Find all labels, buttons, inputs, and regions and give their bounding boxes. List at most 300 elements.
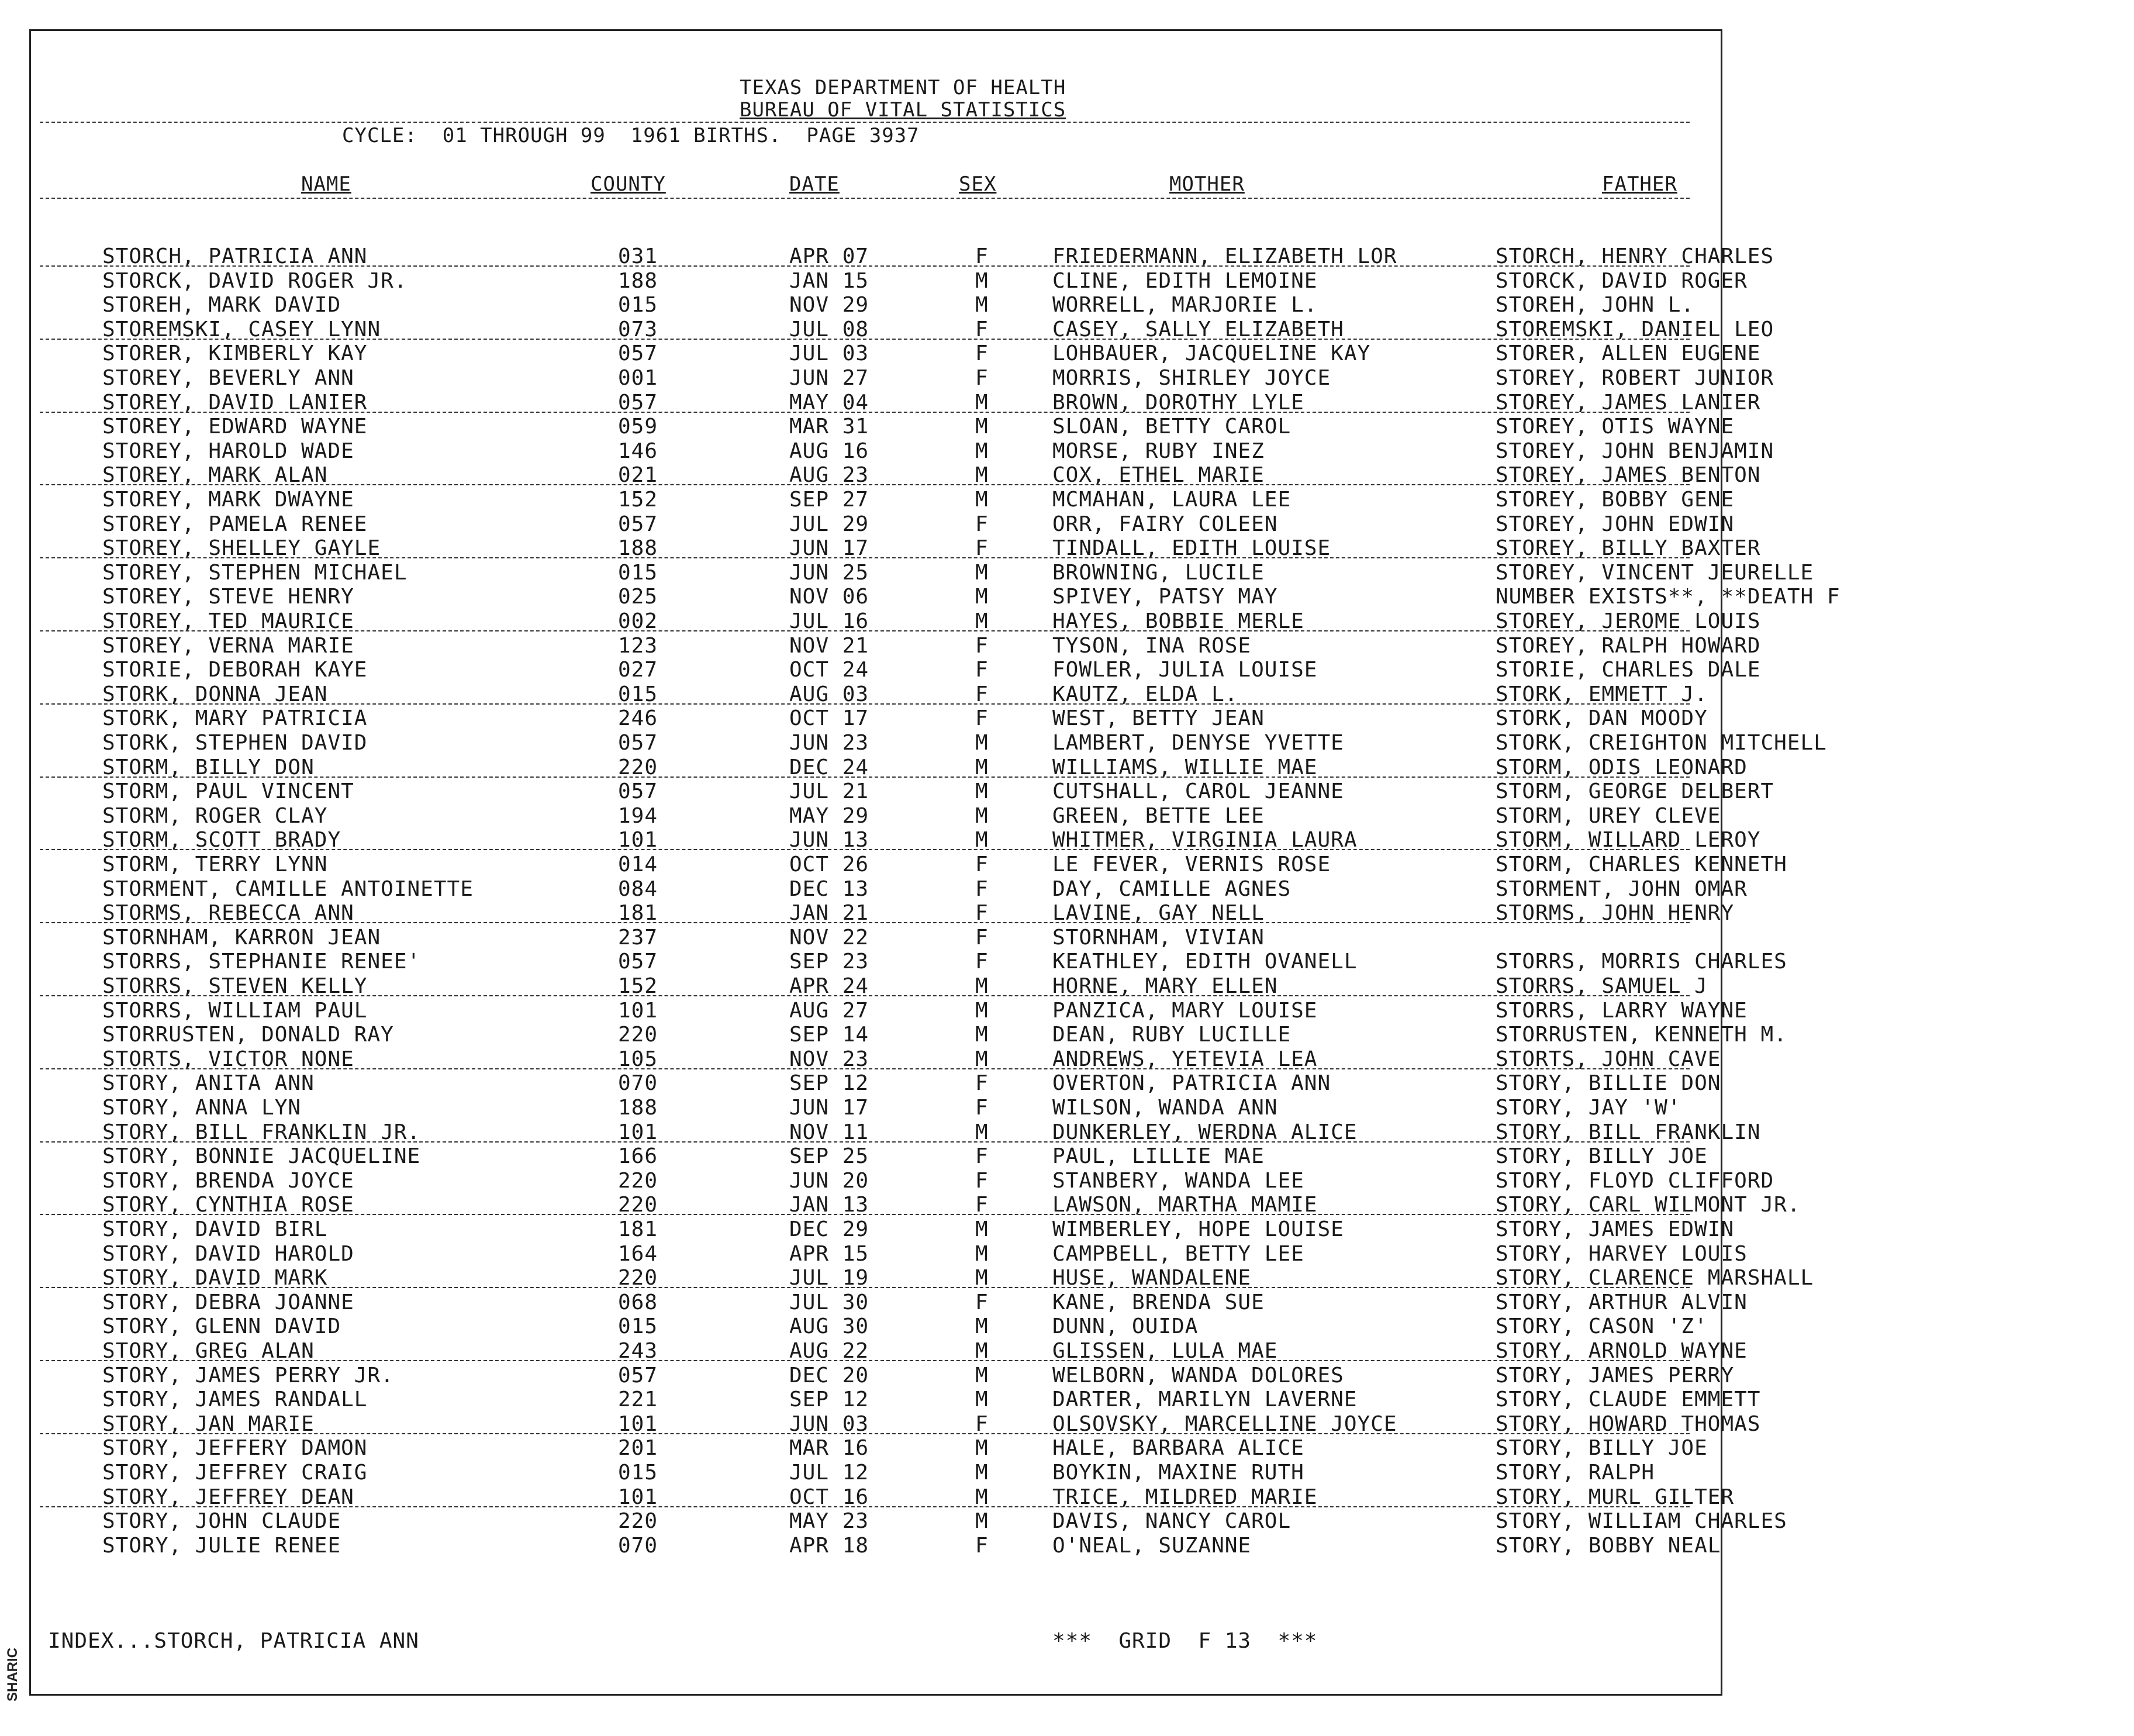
cell-mother: TINDALL, EDITH LOUISE [1052, 536, 1331, 561]
cell-sex: M [975, 488, 989, 512]
cell-mother: SPIVEY, PATSY MAY [1052, 585, 1278, 609]
cell-county: 015 [618, 1314, 658, 1339]
table-row [0, 1509, 1787, 1534]
cell-county: 188 [618, 536, 658, 561]
cell-county: 101 [618, 1120, 658, 1144]
cell-county: 220 [618, 1193, 658, 1217]
cell-name: STORNHAM, KARRON JEAN [102, 925, 381, 950]
header-rule [40, 122, 1690, 123]
cell-father: STORY, ARTHUR ALVIN [1496, 1290, 1748, 1314]
cell-name: STORK, STEPHEN DAVID [102, 731, 368, 755]
cell-father: STORMS, JOHN HENRY [1496, 901, 1735, 926]
table-row [0, 268, 1748, 294]
cell-sex: M [975, 1388, 989, 1412]
cell-date: DEC 29 [789, 1217, 869, 1241]
cell-sex: M [975, 828, 989, 853]
cell-county: 025 [618, 585, 658, 609]
cell-county: 220 [618, 1168, 658, 1193]
cell-mother: HALE, BARBARA ALICE [1052, 1436, 1304, 1461]
table-row [0, 1388, 1761, 1412]
table-row [0, 1436, 1708, 1461]
cell-date: SEP 14 [789, 1023, 869, 1047]
cell-sex: F [975, 950, 989, 974]
cell-date: APR 24 [789, 974, 869, 998]
cell-name: STORY, JAN MARIE [102, 1411, 315, 1436]
table-row [0, 1533, 1721, 1558]
cell-county: 073 [618, 317, 658, 341]
cell-date: APR 18 [789, 1533, 869, 1558]
row-rule [40, 265, 1690, 267]
column-header-name: NAME [301, 172, 351, 196]
cell-date: JUN 23 [789, 731, 869, 755]
table-row [0, 1363, 1735, 1388]
cell-date: APR 15 [789, 1241, 869, 1266]
row-rule [40, 557, 1690, 558]
cell-date: JUL 29 [789, 512, 869, 536]
cell-sex: F [975, 1193, 989, 1217]
cell-sex: M [975, 560, 989, 585]
cell-county: 070 [618, 1071, 658, 1096]
cell-mother: MORSE, RUBY INEZ [1052, 439, 1265, 463]
row-rule [40, 849, 1690, 850]
cell-father: STORM, ODIS LEONARD [1496, 755, 1748, 779]
cell-mother: KAUTZ, ELDA L. [1052, 682, 1238, 706]
cell-mother: BROWNING, LUCILE [1052, 560, 1265, 585]
cycle-line: CYCLE: 01 THROUGH 99 1961 BIRTHS. PAGE 3937 [342, 124, 920, 147]
cell-name: STOREMSKI, CASEY LYNN [102, 317, 381, 341]
cell-county: 084 [618, 876, 658, 901]
cell-mother: HUSE, WANDALENE [1052, 1266, 1252, 1290]
cell-date: JUL 19 [789, 1266, 869, 1290]
cell-sex: M [975, 439, 989, 463]
cell-father: STORY, BILLY JOE [1496, 1436, 1708, 1461]
cell-date: JAN 13 [789, 1193, 869, 1217]
cell-father: STORCK, DAVID ROGER [1496, 268, 1748, 293]
cell-sex: M [975, 1485, 989, 1509]
cell-county: 146 [618, 439, 658, 463]
cell-name: STOREY, MARK ALAN [102, 463, 328, 488]
cell-county: 059 [618, 415, 658, 439]
cell-father: NUMBER EXISTS**, **DEATH F [1496, 585, 1841, 609]
cell-name: STORY, JOHN CLAUDE [102, 1509, 341, 1534]
cell-mother: CUTSHALL, CAROL JEANNE [1052, 779, 1344, 804]
row-rule [40, 995, 1690, 996]
cell-name: STORCH, PATRICIA ANN [102, 244, 368, 268]
cell-date: JUN 20 [789, 1168, 869, 1193]
cell-name: STOREY, DAVID LANIER [102, 390, 368, 415]
row-rule [40, 1506, 1690, 1507]
row-rule [40, 776, 1690, 778]
cell-father: STORCH, HENRY CHARLES [1496, 244, 1774, 268]
cell-date: DEC 13 [789, 876, 869, 901]
table-row [0, 488, 1735, 512]
cell-sex: F [975, 341, 989, 366]
cell-date: AUG 23 [789, 463, 869, 488]
cell-county: 105 [618, 1047, 658, 1071]
column-header-county: COUNTY [591, 172, 666, 196]
cell-county: 002 [618, 609, 658, 633]
cell-sex: F [975, 1533, 989, 1558]
cell-county: 015 [618, 682, 658, 706]
cell-date: MAY 23 [789, 1509, 869, 1534]
cell-sex: M [975, 803, 989, 828]
table-row [0, 1168, 1774, 1193]
row-rule [40, 339, 1690, 340]
table-row [0, 853, 1787, 877]
cell-date: AUG 27 [789, 998, 869, 1023]
cell-name: STORM, PAUL VINCENT [102, 779, 354, 804]
cell-date: NOV 23 [789, 1047, 869, 1071]
cell-name: STOREH, MARK DAVID [102, 293, 341, 317]
cell-sex: M [975, 1363, 989, 1388]
cell-mother: WEST, BETTY JEAN [1052, 706, 1265, 731]
cell-sex: F [975, 853, 989, 876]
cell-name: STORM, BILLY DON [102, 755, 315, 779]
cell-mother: DAY, CAMILLE AGNES [1052, 876, 1292, 901]
cell-mother: SLOAN, BETTY CAROL [1052, 415, 1292, 439]
report-title: TEXAS DEPARTMENT OF HEALTH [740, 76, 1066, 99]
cell-county: 101 [618, 1411, 658, 1436]
cell-county: 188 [618, 268, 658, 293]
cell-name: STORY, BILL FRANKLIN JR. [102, 1120, 421, 1144]
cell-father: STOREY, BILLY BAXTER [1496, 536, 1761, 561]
cell-name: STOREY, SHELLEY GAYLE [102, 536, 381, 561]
cell-father: STORM, WILLARD LEROY [1496, 828, 1761, 853]
table-row [0, 1314, 1708, 1339]
row-rule [40, 484, 1690, 485]
cell-mother: MORRIS, SHIRLEY JOYCE [1052, 366, 1331, 390]
table-row [0, 366, 1774, 391]
cell-father: STOREMSKI, DANIEL LEO [1496, 317, 1774, 341]
table-row [0, 926, 1690, 950]
cell-name: STORY, JEFFREY CRAIG [102, 1461, 368, 1485]
cell-name: STOREY, STEPHEN MICHAEL [102, 560, 408, 585]
cell-date: JUN 13 [789, 828, 869, 853]
cell-name: STORY, JAMES PERRY JR. [102, 1363, 394, 1388]
table-row [0, 1217, 1735, 1242]
cell-name: STORY, DEBRA JOANNE [102, 1290, 354, 1314]
cell-sex: M [975, 1266, 989, 1290]
cell-county: 152 [618, 488, 658, 512]
cell-county: 152 [618, 974, 658, 998]
cell-county: 237 [618, 925, 658, 950]
cell-date: SEP 25 [789, 1144, 869, 1169]
cell-name: STOREY, PAMELA RENEE [102, 512, 368, 536]
cell-date: NOV 06 [789, 585, 869, 609]
cell-sex: F [975, 1071, 989, 1096]
table-row [0, 1241, 1748, 1266]
cell-father: STORY, ARNOLD WAYNE [1496, 1339, 1748, 1363]
cell-father: STORTS, JOHN CAVE [1496, 1047, 1721, 1071]
cell-mother: WIMBERLEY, HOPE LOUISE [1052, 1217, 1344, 1241]
table-row [0, 1290, 1748, 1315]
cell-father: STORMENT, JOHN OMAR [1496, 876, 1748, 901]
cell-father: STORY, JAY 'W' [1496, 1096, 1681, 1120]
cell-county: 001 [618, 366, 658, 390]
cell-father: STORK, CREIGHTON MITCHELL [1496, 731, 1827, 755]
cell-father: STOREY, JOHN BENJAMIN [1496, 439, 1774, 463]
cell-county: 181 [618, 901, 658, 926]
row-rule [40, 412, 1690, 413]
cell-sex: F [975, 682, 989, 706]
cell-mother: BOYKIN, MAXINE RUTH [1052, 1461, 1304, 1485]
cell-date: JAN 21 [789, 901, 869, 926]
cell-sex: M [975, 1217, 989, 1241]
cell-date: OCT 16 [789, 1485, 869, 1509]
cell-father: STORY, MURL GILTER [1496, 1485, 1735, 1509]
cell-mother: WELBORN, WANDA DOLORES [1052, 1363, 1344, 1388]
cell-name: STORY, BONNIE JACQUELINE [102, 1144, 421, 1169]
cell-sex: M [975, 1436, 989, 1461]
cell-date: AUG 16 [789, 439, 869, 463]
cell-name: STORMENT, CAMILLE ANTOINETTE [102, 876, 474, 901]
cell-sex: F [975, 1168, 989, 1193]
cell-mother: DARTER, MARILYN LAVERNE [1052, 1388, 1358, 1412]
cell-date: JUL 08 [789, 317, 869, 341]
cell-father: STORM, GEORGE DELBERT [1496, 779, 1774, 804]
cell-name: STORY, GLENN DAVID [102, 1314, 341, 1339]
cell-mother: PAUL, LILLIE MAE [1052, 1144, 1265, 1169]
table-row [0, 293, 1695, 317]
cell-county: 220 [618, 1023, 658, 1047]
cell-county: 057 [618, 341, 658, 366]
row-rule [40, 1360, 1690, 1361]
cell-mother: DAVIS, NANCY CAROL [1052, 1509, 1292, 1534]
row-rule [40, 1433, 1690, 1434]
side-mark: SHARIC [5, 1647, 20, 1702]
cell-date: JUL 12 [789, 1461, 869, 1485]
cell-mother: ANDREWS, YETEVIA LEA [1052, 1047, 1318, 1071]
cell-mother: DUNKERLEY, WERDNA ALICE [1052, 1120, 1358, 1144]
table-row [0, 706, 1708, 731]
cell-name: STORM, TERRY LYNN [102, 853, 328, 876]
cell-name: STORIE, DEBORAH KAYE [102, 658, 368, 682]
table-row [0, 876, 1748, 902]
cell-mother: DUNN, OUIDA [1052, 1314, 1199, 1339]
cell-date: OCT 26 [789, 853, 869, 876]
cell-date: OCT 24 [789, 658, 869, 682]
cell-name: STOREY, EDWARD WAYNE [102, 415, 368, 439]
table-row [0, 1071, 1721, 1096]
cell-name: STORM, SCOTT BRADY [102, 828, 341, 853]
cell-date: MAY 29 [789, 803, 869, 828]
cell-county: 243 [618, 1339, 658, 1363]
table-row [0, 560, 1814, 585]
cell-sex: F [975, 1290, 989, 1314]
cell-father: STOREY, JAMES LANIER [1496, 390, 1761, 415]
cell-date: NOV 29 [789, 293, 869, 317]
cell-county: 166 [618, 1144, 658, 1169]
cell-mother: BROWN, DOROTHY LYLE [1052, 390, 1304, 415]
cell-name: STORY, JEFFREY DEAN [102, 1485, 354, 1509]
cell-father: STORY, BILLIE DON [1496, 1071, 1721, 1096]
cell-name: STORM, ROGER CLAY [102, 803, 328, 828]
cell-sex: M [975, 390, 989, 415]
cell-mother: LOHBAUER, JACQUELINE KAY [1052, 341, 1371, 366]
cell-name: STORY, ANITA ANN [102, 1071, 315, 1096]
table-row [0, 1096, 1690, 1120]
cell-father: STORY, CARL WILMONT JR. [1496, 1193, 1801, 1217]
cell-sex: M [975, 974, 989, 998]
cell-name: STORRS, STEPHANIE RENEE' [102, 950, 421, 974]
cell-county: 014 [618, 853, 658, 876]
cell-name: STORY, BRENDA JOYCE [102, 1168, 354, 1193]
cell-father: STOREY, JEROME LOUIS [1496, 609, 1761, 633]
cell-father: STORK, EMMETT J. [1496, 682, 1708, 706]
cell-mother: WHITMER, VIRGINIA LAURA [1052, 828, 1358, 853]
cell-sex: M [975, 731, 989, 755]
cell-date: JUN 27 [789, 366, 869, 390]
table-row [0, 731, 1827, 755]
cell-mother: LAWSON, MARTHA MAMIE [1052, 1193, 1318, 1217]
table-row [0, 585, 1841, 609]
table-row [0, 998, 1748, 1023]
cell-date: JUN 25 [789, 560, 869, 585]
cell-father: STORRS, MORRIS CHARLES [1496, 950, 1787, 974]
table-row [0, 950, 1787, 974]
row-rule [40, 630, 1690, 631]
cell-sex: M [975, 1461, 989, 1485]
cell-name: STORY, DAVID BIRL [102, 1217, 328, 1241]
cell-name: STORY, JEFFERY DAMON [102, 1436, 368, 1461]
cell-county: 221 [618, 1388, 658, 1412]
cell-date: SEP 12 [789, 1388, 869, 1412]
cell-date: NOV 21 [789, 633, 869, 658]
cell-name: STORY, DAVID HAROLD [102, 1241, 354, 1266]
cell-name: STORY, JAMES RANDALL [102, 1388, 368, 1412]
cell-father: STORY, RALPH [1496, 1461, 1655, 1485]
column-header-mother: MOTHER [1169, 172, 1245, 196]
cell-sex: M [975, 998, 989, 1023]
cell-mother: FOWLER, JULIA LOUISE [1052, 658, 1318, 682]
cell-county: 101 [618, 998, 658, 1023]
cell-father: STORRS, SAMUEL J [1496, 974, 1708, 998]
cell-sex: M [975, 1023, 989, 1047]
cell-sex: F [975, 1096, 989, 1120]
cell-mother: WORRELL, MARJORIE L. [1052, 293, 1318, 317]
cell-date: NOV 22 [789, 925, 869, 950]
cell-mother: KEATHLEY, EDITH OVANELL [1052, 950, 1358, 974]
cell-name: STORCK, DAVID ROGER JR. [102, 268, 408, 293]
cell-name: STORY, DAVID MARK [102, 1266, 328, 1290]
cell-mother: CAMPBELL, BETTY LEE [1052, 1241, 1304, 1266]
cell-mother: DEAN, RUBY LUCILLE [1052, 1023, 1292, 1047]
cell-date: JUN 17 [789, 1096, 869, 1120]
cell-name: STORK, MARY PATRICIA [102, 706, 368, 731]
cell-mother: TRICE, MILDRED MARIE [1052, 1485, 1318, 1509]
table-row [0, 779, 1774, 804]
cell-county: 021 [618, 463, 658, 488]
cell-mother: STANBERY, WANDA LEE [1052, 1168, 1304, 1193]
table-row [0, 1023, 1787, 1047]
cell-father: STORK, DAN MOODY [1496, 706, 1708, 731]
cell-date: OCT 17 [789, 706, 869, 731]
cell-county: 220 [618, 1266, 658, 1290]
cell-date: JAN 15 [789, 268, 869, 293]
cell-sex: M [975, 415, 989, 439]
cell-father: STOREY, VINCENT JEURELLE [1496, 560, 1814, 585]
cell-county: 070 [618, 1533, 658, 1558]
table-row [0, 1144, 1708, 1169]
table-row [0, 658, 1761, 682]
cell-date: JUL 03 [789, 341, 869, 366]
cell-sex: F [975, 633, 989, 658]
cell-sex: F [975, 901, 989, 926]
cell-mother: GREEN, BETTE LEE [1052, 803, 1265, 828]
cell-county: 246 [618, 706, 658, 731]
cell-mother: HORNE, MARY ELLEN [1052, 974, 1278, 998]
cell-sex: M [975, 1314, 989, 1339]
cell-date: DEC 24 [789, 755, 869, 779]
row-rule [40, 703, 1690, 705]
cell-name: STORRS, STEVEN KELLY [102, 974, 368, 998]
cell-name: STORTS, VICTOR NONE [102, 1047, 354, 1071]
cell-sex: F [975, 536, 989, 561]
cell-county: 181 [618, 1217, 658, 1241]
cell-name: STORY, ANNA LYN [102, 1096, 302, 1120]
table-row [0, 341, 1761, 366]
cell-father: STORY, HARVEY LOUIS [1496, 1241, 1748, 1266]
table-row [0, 633, 1761, 658]
cell-county: 015 [618, 560, 658, 585]
cell-name: STORRS, WILLIAM PAUL [102, 998, 368, 1023]
cell-sex: F [975, 925, 989, 950]
cell-sex: F [975, 876, 989, 901]
cell-date: JUL 30 [789, 1290, 869, 1314]
cell-mother: TYSON, INA ROSE [1052, 633, 1252, 658]
cell-date: AUG 22 [789, 1339, 869, 1363]
cell-mother: OVERTON, PATRICIA ANN [1052, 1071, 1331, 1096]
cell-father: STORRUSTEN, KENNETH M. [1496, 1023, 1787, 1047]
column-header-sex: SEX [959, 172, 997, 196]
cell-name: STORMS, REBECCA ANN [102, 901, 354, 926]
column-head-rule [40, 198, 1690, 199]
cell-date: DEC 20 [789, 1363, 869, 1388]
cell-sex: M [975, 1339, 989, 1363]
cell-sex: M [975, 779, 989, 804]
cell-father: STORIE, CHARLES DALE [1496, 658, 1761, 682]
cell-name: STORY, JULIE RENEE [102, 1533, 341, 1558]
cell-county: 057 [618, 390, 658, 415]
cell-father: STORY, BILLY JOE [1496, 1144, 1708, 1169]
cell-father: STORY, BILL FRANKLIN [1496, 1120, 1761, 1144]
row-rule [40, 1141, 1690, 1143]
cell-mother: LAMBERT, DENYSE YVETTE [1052, 731, 1344, 755]
cell-mother: WILSON, WANDA ANN [1052, 1096, 1278, 1120]
cell-father: STORM, UREY CLEVE [1496, 803, 1721, 828]
cell-mother: ORR, FAIRY COLEEN [1052, 512, 1278, 536]
table-row [0, 439, 1774, 464]
cell-county: 194 [618, 803, 658, 828]
cell-county: 057 [618, 950, 658, 974]
cell-father: STOREY, BOBBY GENE [1496, 488, 1735, 512]
cell-father: STORY, JAMES EDWIN [1496, 1217, 1735, 1241]
cell-name: STORY, GREG ALAN [102, 1339, 315, 1363]
cell-sex: F [975, 366, 989, 390]
cell-county: 057 [618, 731, 658, 755]
cell-father: STORY, CLAUDE EMMETT [1496, 1388, 1761, 1412]
cell-father: STORY, WILLIAM CHARLES [1496, 1509, 1787, 1534]
cell-county: 057 [618, 1363, 658, 1388]
cell-mother: O'NEAL, SUZANNE [1052, 1533, 1252, 1558]
cell-name: STOREY, STEVE HENRY [102, 585, 354, 609]
cell-county: 015 [618, 1461, 658, 1485]
cell-father: STORY, HOWARD THOMAS [1496, 1411, 1761, 1436]
cell-father: STORY, JAMES PERRY [1496, 1363, 1735, 1388]
row-rule [40, 922, 1690, 923]
cell-date: SEP 27 [789, 488, 869, 512]
cell-mother: OLSOVSKY, MARCELLINE JOYCE [1052, 1411, 1397, 1436]
